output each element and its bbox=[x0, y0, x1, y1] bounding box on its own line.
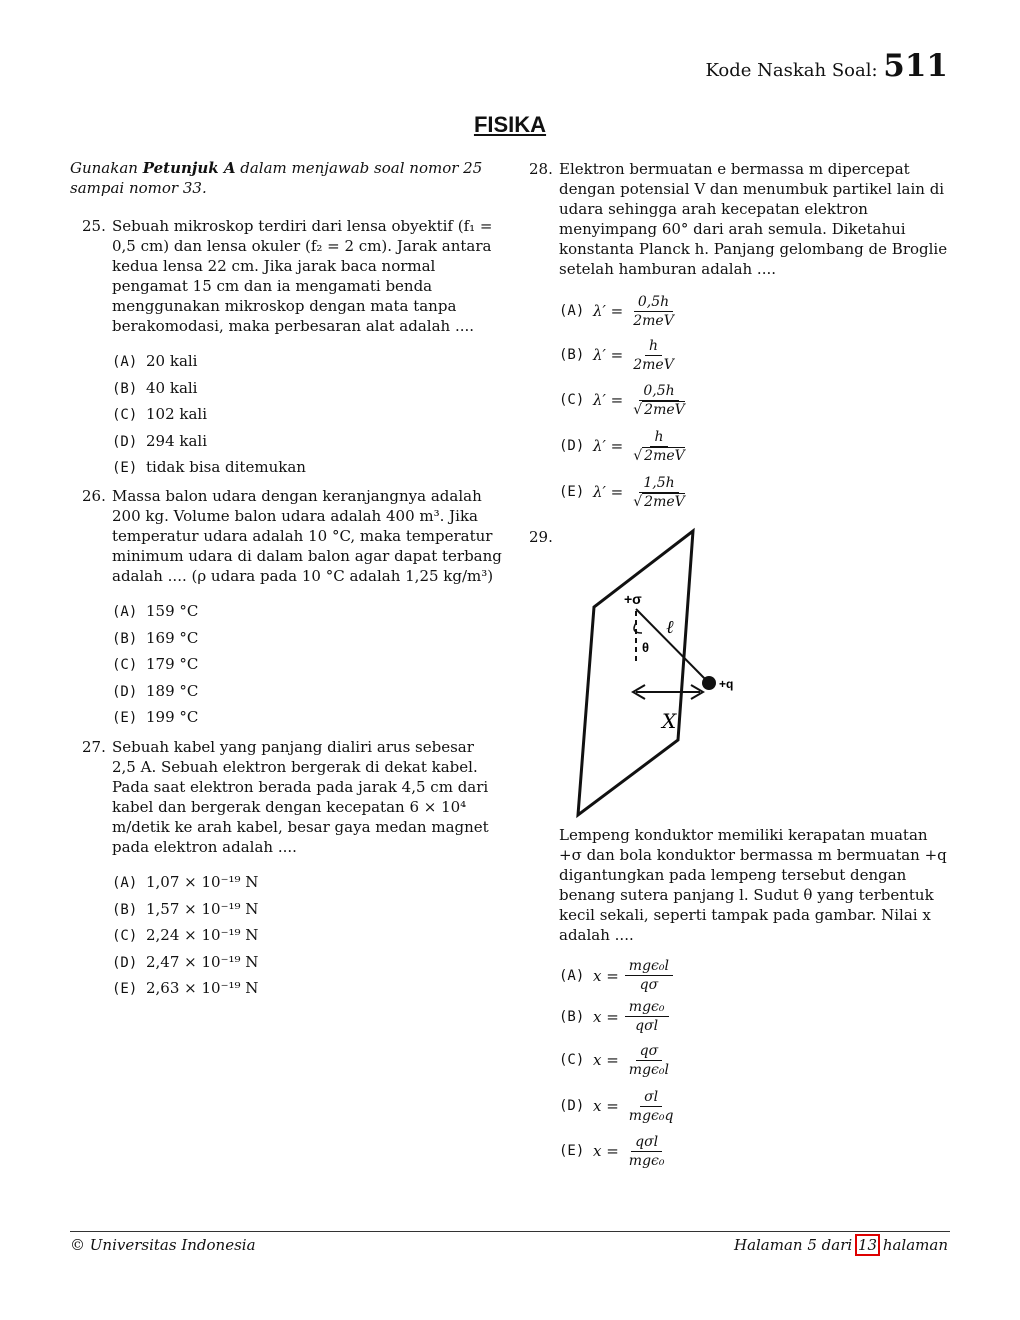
question-text: Massa balon udara dengan keranjangnya adalah 200 kg. Volume balon udara adalah 400 m³. Jika temperatur udara adalah 10 °C, maka temperatur minimum udara di dalam balon agar dapat terbang adalah .... (ρ udara pada 10 °C adalah 1,25 kg/m³) bbox=[112, 487, 502, 585]
option-b: (B) x = $\frac{\text{mgϵ₀}}{\text{qσl}}$ bbox=[559, 996, 949, 1037]
option-a: (A) λ′ = $\frac{0,5h}{\text{2meV}}$ bbox=[559, 289, 949, 333]
fraction: $\frac{1,5h}{\text{√ 2meV}}$ bbox=[633, 474, 685, 510]
options-list bbox=[112, 598, 502, 731]
fraction: $\frac{h}{\text{√ 2meV}}$ bbox=[633, 428, 685, 464]
option-e: (E) x = $\frac{\text{qσl}}{\text{mgϵ₀}}$ bbox=[559, 1129, 949, 1173]
exam-code-label: Kode Naskah Soal: bbox=[705, 60, 878, 81]
question-number: 25. bbox=[82, 217, 106, 235]
option-e: (E) tidak bisa ditemukan bbox=[112, 458, 306, 476]
footer-page-info bbox=[734, 1236, 948, 1254]
options-list bbox=[112, 869, 502, 1002]
option-e: (E) 2,63 × 10⁻¹⁹ N bbox=[112, 979, 259, 997]
question-26 bbox=[82, 486, 502, 731]
fraction: $\frac{\text{mgϵ₀l}}{q\sigma}$ bbox=[625, 957, 673, 994]
question-text: Elektron bermuatan e bermassa m dipercepat dengan potensial V dan menumbuk partikel lain di udara sehingga arah kecepatan elektron menyimpang 60° dari arah semula. Diketahui konstanta Planck h. Panjang gelombang de Broglie setelah hamburan adalah .... bbox=[559, 160, 948, 278]
question-29-number: 29. bbox=[529, 528, 553, 546]
footer-page-pre: Halaman 5 dari bbox=[733, 1236, 853, 1254]
conductor-plate bbox=[578, 531, 693, 815]
option-d: (D) 2,47 × 10⁻¹⁹ N bbox=[112, 952, 259, 971]
option-b: (B) 169 °C bbox=[112, 628, 199, 647]
page-title: FISIKA bbox=[473, 112, 547, 137]
question-text: Lempeng konduktor memiliki kerapatan muatan +σ dan bola konduktor bermassa m bermuatan +q digantungkan pada lempeng tersebut dengan benang sutera panjang l. Sudut θ yang terbentuk kecil sekali, seperti tampak pada gambar. Nilai x adalah .... bbox=[559, 826, 947, 944]
option-c: (C) λ′ = $\frac{0,5h}{\text{√ 2meV}}$ bbox=[559, 377, 949, 423]
ell-label: ℓ bbox=[666, 617, 674, 638]
charged-sphere bbox=[702, 676, 716, 690]
instructions-bold: Petunjuk A bbox=[142, 159, 236, 177]
sqrt-sign: √ bbox=[633, 401, 643, 418]
question-number: 27. bbox=[82, 738, 106, 756]
option-b: (B) 1,57 × 10⁻¹⁹ N bbox=[112, 899, 259, 918]
option-c: (C) x = $\frac{q\sigma}{\text{mgϵ₀l}}$ bbox=[559, 1037, 949, 1083]
instructions-pre: Gunakan bbox=[70, 159, 138, 177]
option-b: (B) 40 kali bbox=[112, 378, 198, 397]
question-25 bbox=[82, 216, 502, 481]
option-b: (B) λ′ = $\frac{h}{\text{2meV}}$ bbox=[559, 333, 949, 377]
question-29 bbox=[529, 825, 949, 1173]
sqrt-radicand: 2meV bbox=[644, 447, 685, 464]
fraction: $\frac{\sigma l}{\text{mgϵ₀q}}$ bbox=[628, 1088, 674, 1124]
option-e: (E) λ′ = $\frac{1,5h}{\text{√ 2meV}}$ bbox=[559, 469, 949, 515]
option-d: (D) x = $\frac{\sigma l}{\text{mgϵ₀q}}$ bbox=[559, 1083, 949, 1129]
question-27 bbox=[82, 737, 502, 1002]
theta-label: θ bbox=[642, 640, 650, 655]
sqrt-radicand: 2meV bbox=[644, 493, 685, 510]
figure-plate-and-charge bbox=[560, 525, 760, 825]
sqrt-radicand: 2meV bbox=[644, 401, 685, 418]
options-list bbox=[559, 289, 949, 515]
fraction: $\frac{q\sigma}{\text{mgϵ₀l}}$ bbox=[628, 1042, 669, 1078]
angle-arc bbox=[634, 623, 642, 633]
option-a: (A) 159 °C bbox=[112, 602, 199, 620]
question-text: Sebuah kabel yang panjang dialiri arus sebesar 2,5 A. Sebuah elektron bergerak di dekat kabel. Pada saat elektron berada pada jarak 4,5 cm dari kabel dan bergerak dengan kecepatan 6 × 10⁴ m/detik ke arah kabel, besar gaya medan magnet pada elektron adalah .... bbox=[112, 738, 489, 856]
option-a: (A) x = $\frac{\text{mgϵ₀l}}{q\sigma}$ bbox=[559, 955, 949, 996]
question-number: 28. bbox=[529, 160, 553, 178]
fraction: $\frac{\text{mgϵ₀}}{\text{qσl}}$ bbox=[625, 998, 669, 1035]
option-c: (C) 179 °C bbox=[112, 655, 199, 673]
options-list bbox=[559, 955, 949, 1173]
footer-page-post: halaman bbox=[882, 1236, 948, 1254]
fraction: $\frac{\text{qσl}}{\text{mgϵ₀}}$ bbox=[628, 1133, 665, 1169]
option-c: (C) 2,24 × 10⁻¹⁹ N bbox=[112, 926, 259, 944]
footer-copyright: © Universitas Indonesia bbox=[70, 1236, 256, 1254]
question-28 bbox=[529, 159, 949, 515]
fraction: $\frac{0,5h}{\text{2meV}}$ bbox=[633, 293, 674, 329]
sigma-label: +σ bbox=[624, 591, 642, 607]
options-list bbox=[112, 348, 502, 481]
instructions-post: dalam menjawab soal nomor 25 sampai nomor 33. bbox=[70, 159, 483, 197]
option-a: (A) 1,07 × 10⁻¹⁹ N bbox=[112, 873, 259, 891]
footer-divider bbox=[70, 1231, 950, 1232]
fraction: $\frac{0,5h}{\text{√ 2meV}}$ bbox=[633, 382, 685, 418]
sqrt-sign: √ bbox=[633, 493, 643, 510]
question-number: 26. bbox=[82, 487, 106, 505]
option-d: (D) 189 °C bbox=[112, 681, 199, 700]
x-label: X bbox=[662, 709, 677, 733]
sqrt-sign: √ bbox=[633, 447, 643, 464]
option-d: (D) 294 kali bbox=[112, 431, 208, 450]
fraction: $\frac{h}{\text{2meV}}$ bbox=[633, 337, 674, 373]
option-d: (D) λ′ = $\frac{h}{\text{√ 2meV}}$ bbox=[559, 423, 949, 469]
option-e: (E) 199 °C bbox=[112, 708, 199, 726]
instructions bbox=[70, 158, 502, 198]
exam-code-header bbox=[705, 48, 948, 84]
option-a: (A) 20 kali bbox=[112, 352, 198, 370]
question-text: Sebuah mikroskop terdiri dari lensa obyektif (f₁ = 0,5 cm) dan lensa okuler (f₂ = 2 cm). Jarak antara kedua lensa 22 cm. Jika jarak baca normal pengamat 15 cm dan ia mengamati benda menggunakan mikroskop dengan mata tanpa berakomodasi, maka perbesaran alat adalah .... bbox=[112, 217, 493, 335]
charge-label: +q bbox=[719, 677, 734, 691]
footer-total-pages: 13 bbox=[857, 1236, 878, 1254]
option-c: (C) 102 kali bbox=[112, 405, 208, 423]
exam-code-number: 511 bbox=[883, 48, 948, 84]
